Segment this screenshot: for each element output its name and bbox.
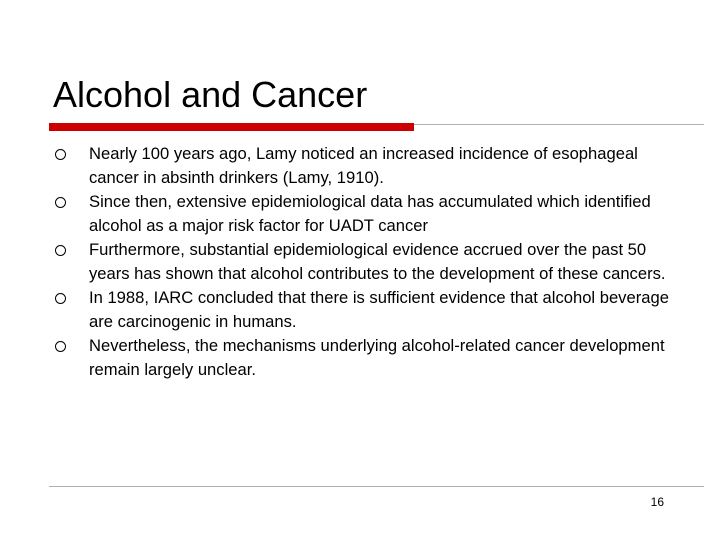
- bullet-text: Furthermore, substantial epidemiological evidence accrued over the past 50 years has shown that alcohol contributes to the development of these cancers.: [89, 240, 666, 283]
- bullet-text: Since then, extensive epidemiological data has accumulated which identified alcohol as a major risk factor for UADT cancer: [89, 192, 651, 235]
- hollow-circle-bullet-icon: [55, 245, 66, 256]
- bullet-text: Nevertheless, the mechanisms underlying alcohol-related cancer development remain largely unclear.: [89, 336, 665, 379]
- hollow-circle-bullet-icon: [55, 197, 66, 208]
- page-number: 16: [650, 495, 664, 509]
- hollow-circle-bullet-icon: [55, 341, 66, 352]
- footer-rule: [49, 486, 704, 487]
- bullet-list: [55, 142, 680, 382]
- bullet-item: [55, 190, 680, 238]
- bullet-item: [55, 142, 680, 190]
- slide-title: Alcohol and Cancer: [53, 74, 368, 115]
- hollow-circle-bullet-icon: [55, 293, 66, 304]
- title-underline-accent: [49, 123, 414, 131]
- bullet-text: In 1988, IARC concluded that there is sufficient evidence that alcohol beverage are carcinogenic in humans.: [89, 288, 669, 331]
- bullet-item: [55, 238, 680, 286]
- bullet-item: [55, 286, 680, 334]
- bullet-item: [55, 334, 680, 382]
- bullet-text: Nearly 100 years ago, Lamy noticed an increased incidence of esophageal cancer in absinth drinkers (Lamy, 1910).: [89, 144, 638, 187]
- hollow-circle-bullet-icon: [55, 149, 66, 160]
